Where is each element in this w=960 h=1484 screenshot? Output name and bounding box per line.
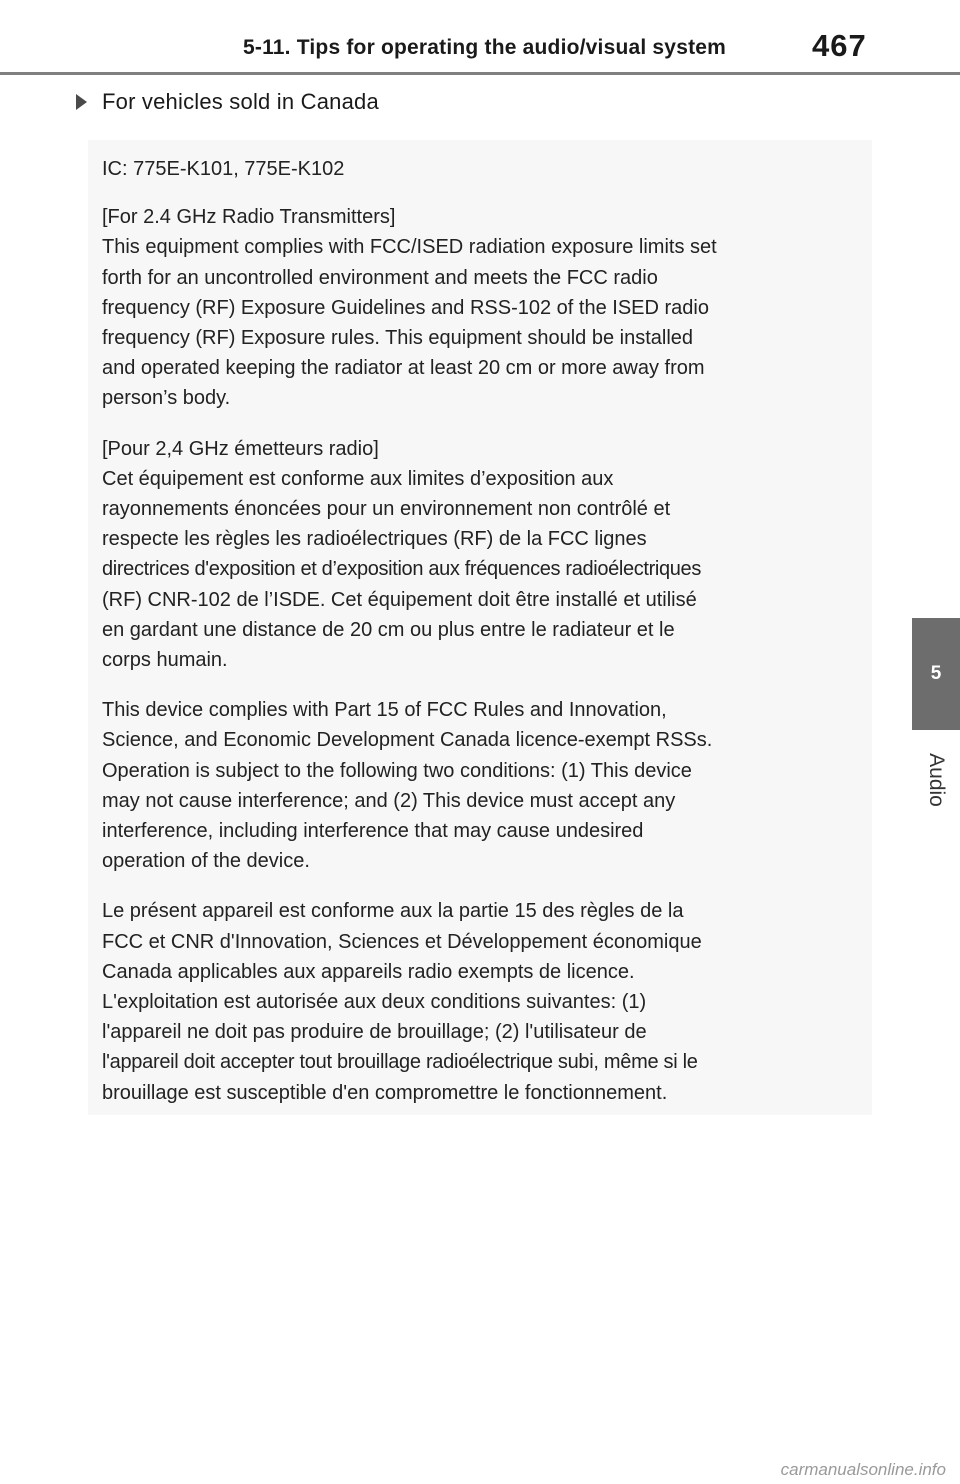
english-rf-notice <box>102 202 856 413</box>
text-line: frequency (RF) Exposure rules. This equipment should be installed <box>102 327 694 350</box>
text-line: Le présent appareil est conforme aux la partie 15 des règles de la <box>102 900 684 923</box>
french-part15-notice <box>102 896 856 1107</box>
french-rf-heading: [Pour 2,4 GHz émetteurs radio] <box>102 437 379 460</box>
text-line: This equipment complies with FCC/ISED radiation exposure limits set <box>102 236 717 259</box>
text-line: Cet équipement est conforme aux limites d’exposition aux <box>102 467 614 490</box>
text-line: rayonnements énoncées pour un environnement non contrôlé et <box>102 498 671 521</box>
text-line: Operation is subject to the following two conditions: (1) This device <box>102 759 692 782</box>
regulatory-notice <box>88 140 872 1115</box>
chapter-label <box>914 745 958 815</box>
text-line: corps humain. <box>102 649 228 672</box>
text-line: person’s body. <box>102 387 231 410</box>
chapter-label-text: Audio <box>925 753 948 807</box>
text-line: may not cause interference; and (2) This device must accept any <box>102 789 676 812</box>
text-line: and operated keeping the radiator at least 20 cm or more away from <box>102 357 705 380</box>
text-line: forth for an uncontrolled environment and meets the FCC radio <box>102 266 658 289</box>
english-part15-notice <box>102 695 856 876</box>
text-line: frequency (RF) Exposure Guidelines and RSS-102 of the ISED radio <box>102 296 709 319</box>
english-rf-heading: [For 2.4 GHz Radio Transmitters] <box>102 206 396 229</box>
text-line: respecte les règles les radioélectriques (RF) de la FCC lignes <box>102 528 647 551</box>
site-watermark: carmanualsonline.info <box>780 1460 946 1479</box>
section-title: 5-11. Tips for operating the audio/visual system <box>243 36 727 59</box>
text-line: interference, including interference that may cause undesired <box>102 820 644 843</box>
text-line: FCC et CNR d'Innovation, Sciences et Développement économique <box>102 930 702 953</box>
french-rf-notice <box>102 434 856 676</box>
text-line: This device complies with Part 15 of FCC Rules and Innovation, <box>102 699 667 722</box>
text-line: brouillage est susceptible d'en compromettre le fonctionnement. <box>102 1081 668 1104</box>
ic-line: IC: 775E-K101, 775E-K102 <box>102 158 345 180</box>
ic-identifier <box>102 154 856 184</box>
text-line: en gardant une distance de 20 cm ou plus entre le radiateur et le <box>102 618 675 641</box>
text-line: L'exploitation est autorisée aux deux conditions suivantes: (1) <box>102 991 647 1014</box>
bullet-text: For vehicles sold in Canada <box>102 89 379 114</box>
text-line: (RF) CNR-102 de l’ISDE. Cet équipement doit être installé et utilisé <box>102 588 697 611</box>
chapter-number: 5 <box>930 663 942 684</box>
triangle-bullet-icon <box>76 94 87 110</box>
header-divider <box>0 72 960 75</box>
section-bullet <box>76 89 379 115</box>
text-line: l'appareil ne doit pas produire de brouillage; (2) l'utilisateur de <box>102 1021 647 1044</box>
text-line: Canada applicables aux appareils radio exempts de licence. <box>102 960 635 983</box>
text-line: l'appareil doit accepter tout brouillage radioélectrique subi, même si le <box>102 1051 698 1074</box>
text-line: operation of the device. <box>102 850 310 873</box>
page-number: 467 <box>812 28 867 63</box>
page-header <box>0 0 960 76</box>
text-line: directrices d'exposition et d’exposition aux fréquences radioélectriques <box>102 558 701 581</box>
chapter-tab[interactable] <box>912 618 960 730</box>
text-line: Science, and Economic Development Canada licence-exempt RSSs. <box>102 729 713 752</box>
